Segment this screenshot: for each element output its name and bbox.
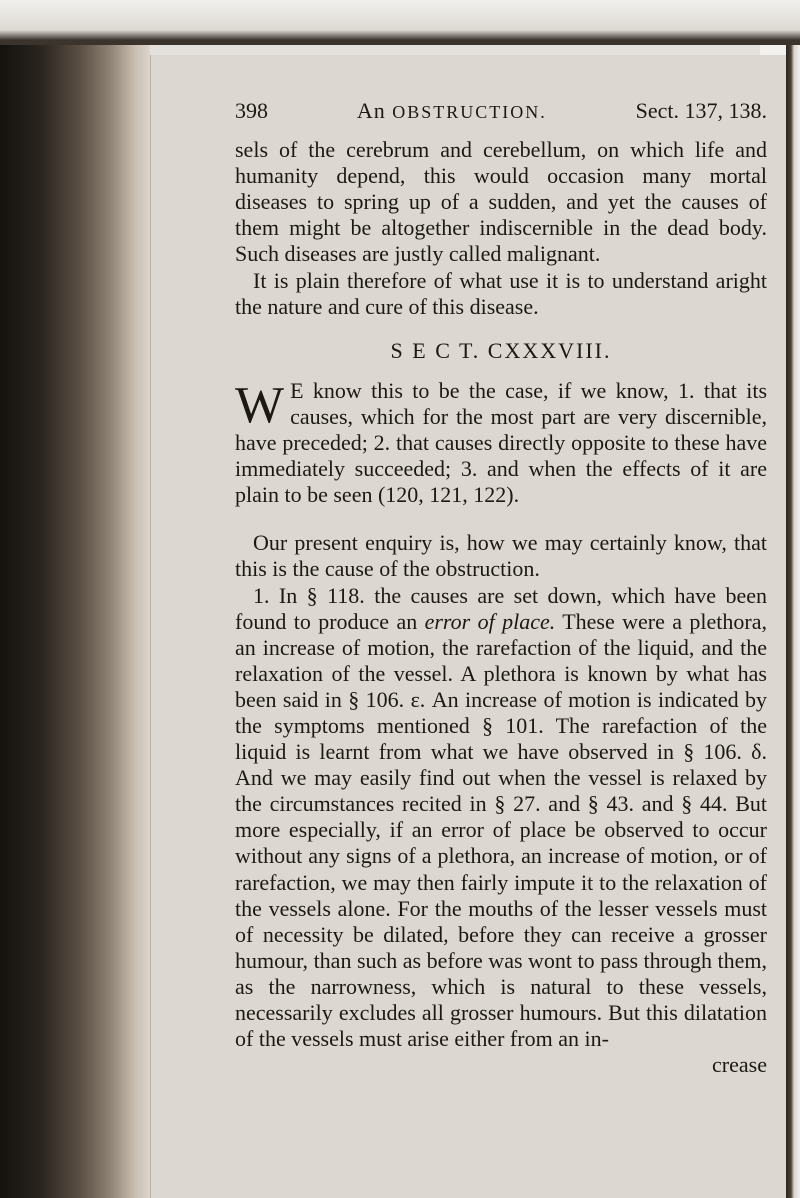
page-right-edge [786, 45, 800, 1198]
section-intro-paragraph: W E know this to be the case, if we know, 1. that its causes, which for the most part are very discernible, have preceded; 2. that causes directly opposite to these have immediately succeeded; 3. and when the effects of it are plain to be seen (120, 121, 122). [235, 376, 767, 508]
section-reference: Sect. 137, 138. [635, 98, 767, 123]
running-header [235, 98, 767, 125]
enquiry-paragraph: Our present enquiry is, how we may certainly know, that this is the cause of the obstruction. [235, 530, 767, 582]
opening-paragraph: sels of the cerebrum and cerebellum, on which life and humanity depend, this would occasion many mortal diseases to spring up of a sudden, and yet the causes of them might be altogether indiscernible in the dead body. Such diseases are justly called malignant. [235, 137, 767, 267]
italic-phrase: error of place. [424, 608, 556, 634]
page-number: 398 [235, 98, 268, 123]
page-text-block [235, 98, 767, 1078]
running-title: An OBSTRUCTION. [356, 98, 547, 123]
second-paragraph: It is plain therefore of what use it is to understand aright the nature and cure of this disease. [235, 267, 767, 319]
section-heading: S E C T. CXXXVIII. [390, 337, 612, 363]
drop-cap: W [235, 376, 285, 434]
book-spine-shadow [0, 45, 150, 1198]
page-top-edge [0, 0, 800, 45]
running-title-caps: OBSTRUCTION. [392, 102, 547, 122]
catchword: crease [712, 1052, 767, 1078]
paragraph-gap [235, 508, 767, 530]
main-paragraph: 1. In § 118. the causes are set down, which have been found to produce an error of place. These were a plethora, an increase of motion, the rarefaction of the liquid, and the relaxation of the vessel. A plethora is known by what has been said in § 106. ε. An increase of motion is indicated by the symptoms mentioned § 101. The rarefaction of the liquid is learnt from what we have observed in § 106. δ. And we may easily find out when the vessel is relaxed by the circumstances recited in § 27. and § 43. and § 44. But more especially, if an error of place be observed to occur without any signs of a plethora, an increase of motion, or of rarefaction, we may then fairly impute it to the relaxation of the vessels alone. For the mouths of the lesser vessels must of necessity be dilated, before they can receive a grosser humour, than such as before was wont to pass through them, as the narrowness, which is natural to these vessels, necessarily excludes all grosser humours. But this dilatation of the vessels must arise either from an in- [235, 582, 767, 1052]
